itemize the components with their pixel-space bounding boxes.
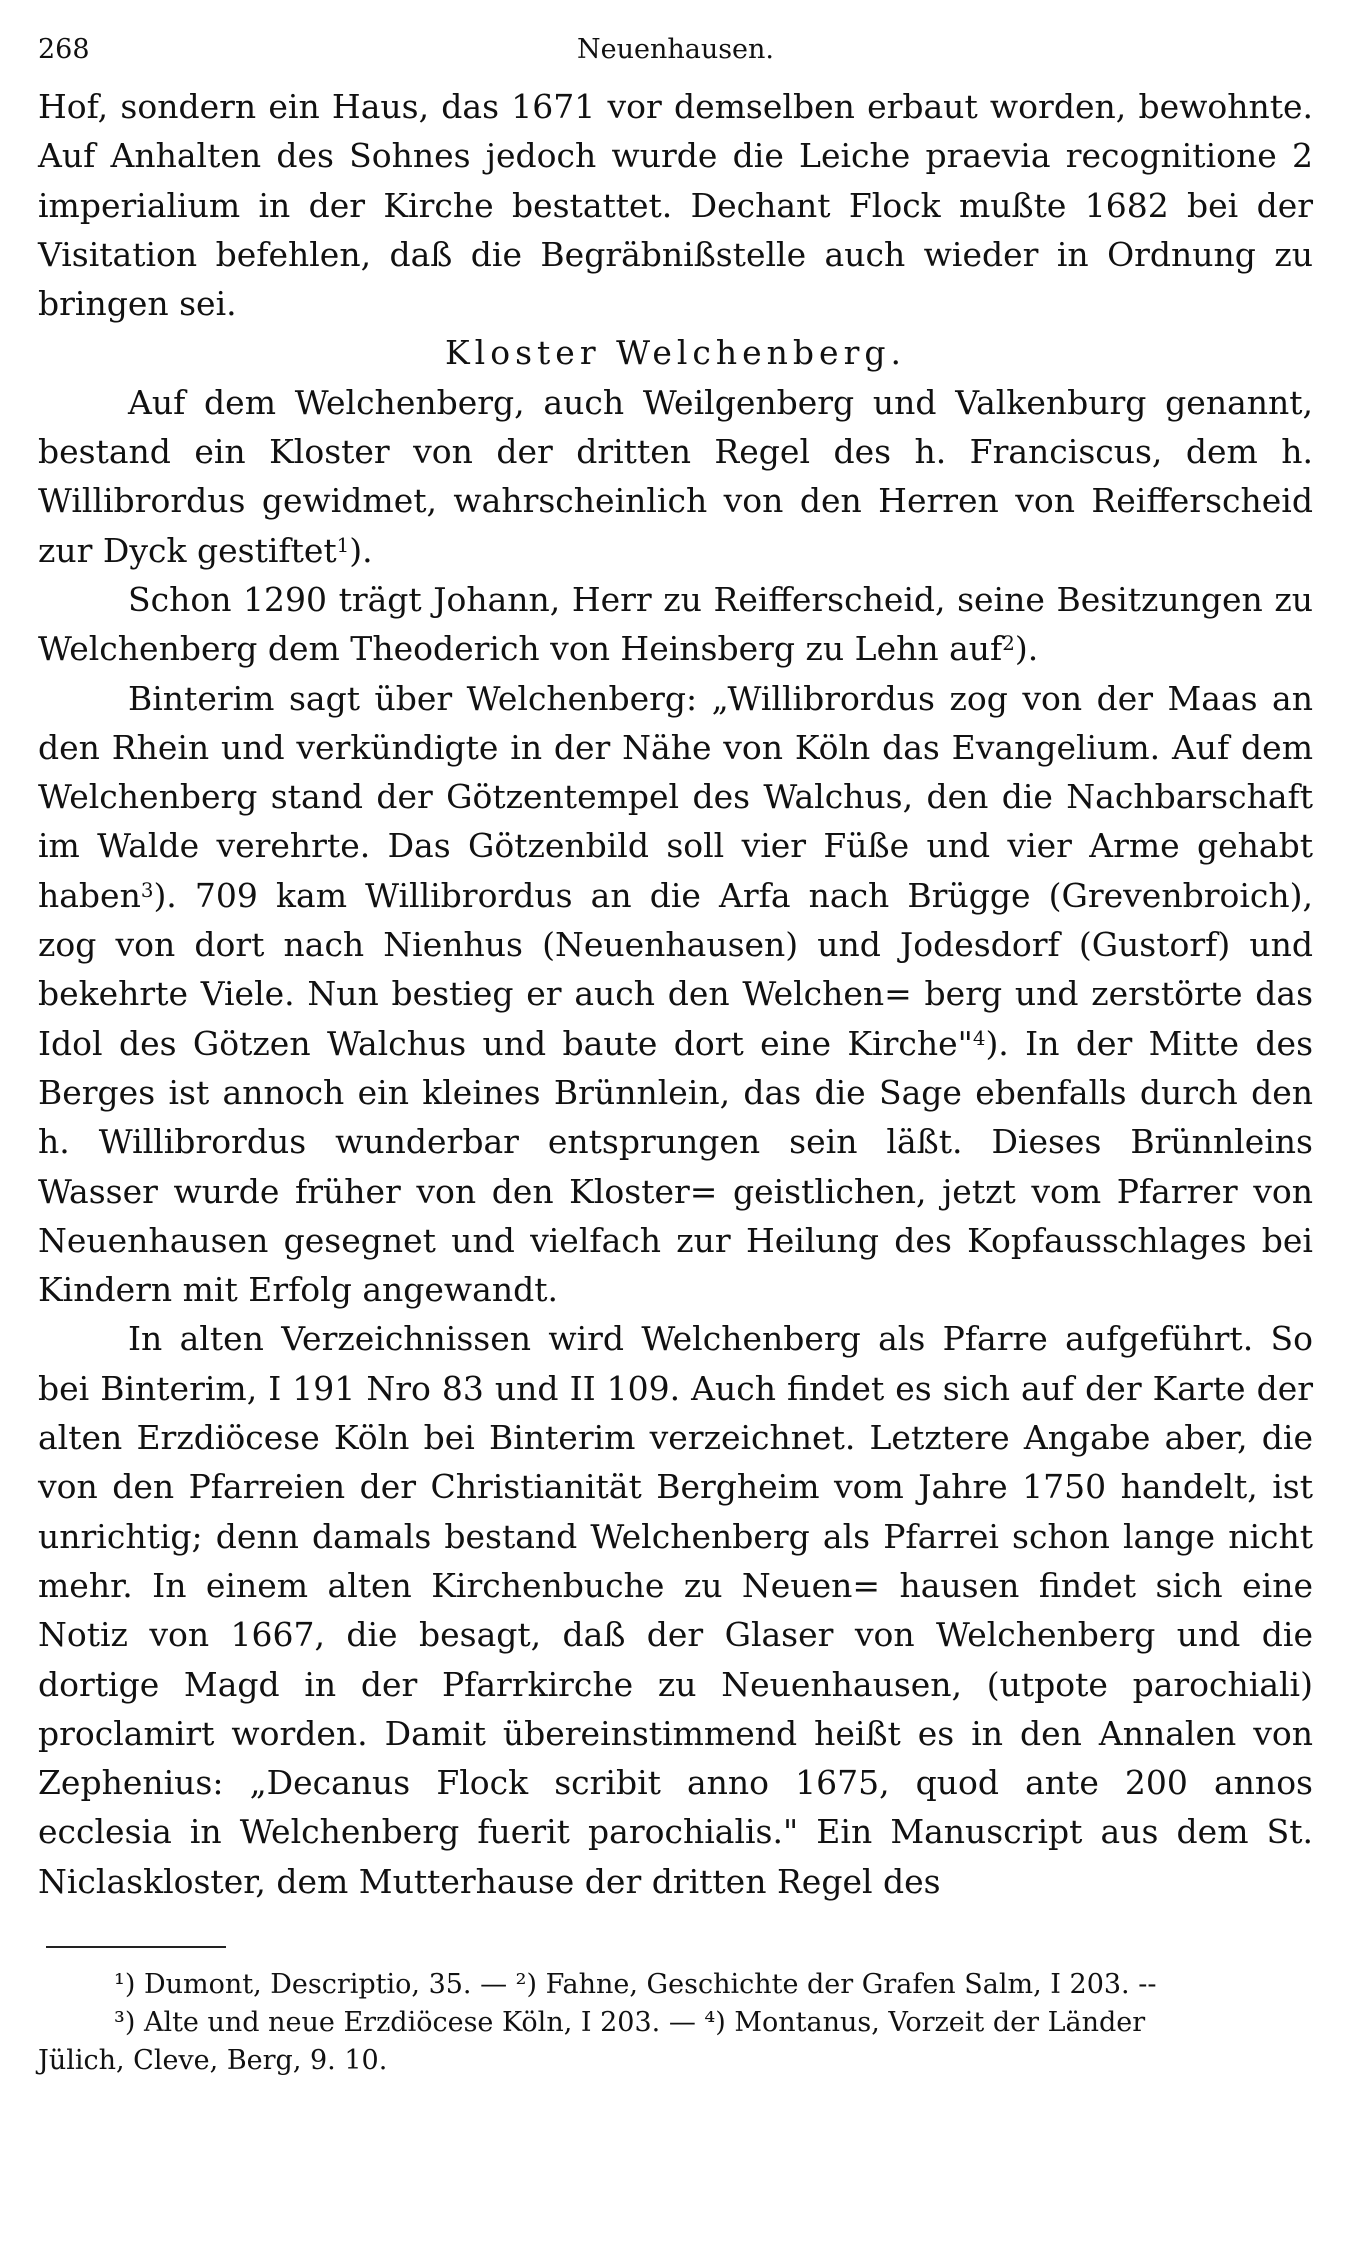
footnote-ref-3: 3 (140, 878, 154, 902)
page-header-title: Neuenhausen. (576, 34, 775, 65)
paragraph-1-tail: ). (349, 530, 373, 570)
paragraph-2 (38, 575, 1313, 674)
paragraph-3-middle: ). 709 kam Willibrordus an die Arfa nach Brügge (Grevenbroich), zog von dort nach Nienhus (Neuenhausen) und Jodesdorf (Gustorf) und bekehrte Viele. Nun bestieg er auch den Welchen= berg und zerstörte das Idol des Götzen Walchus und baute dort eine Kirche" (38, 875, 1313, 1063)
paragraph-2-tail: ). (1014, 629, 1039, 669)
body-text (38, 82, 1313, 1906)
footnote-ref-2: 2 (1002, 632, 1015, 656)
footnote-line: ¹) Dumont, Descriptio, 35. — ²) Fahne, Geschichte der Grafen Salm, I 203. -- (114, 1968, 1157, 2000)
paragraph-3 (38, 674, 1313, 1315)
page-number: 268 (38, 34, 90, 65)
footnote-ref-1: 1 (336, 533, 350, 557)
paragraph-1-text: Auf dem Welchenberg, auch Weilgenberg und Valkenburg genannt, bestand ein Kloster von der dritten Regel des h. Franciscus, dem h. Willibrordus gewidmet, wahrscheinlich von den Herren von Reifferscheid zur Dyck gestiftet (38, 382, 1313, 570)
paragraph-1 (38, 378, 1313, 575)
paragraph-opening: Hof, sondern ein Haus, das 1671 vor demselben erbaut worden, bewohnte. Auf Anhalten des Sohnes jedoch wurde die Leiche praevia recognitione 2 imperialium in der Kirche bestattet. Dechant Flock mußte 1682 bei der Visitation befehlen, daß die Begräbnißstelle auch wieder in Ordnung zu bringen sei. (38, 87, 1313, 324)
footnote-ref-4: 4 (972, 1026, 986, 1050)
running-head (38, 30, 1313, 82)
section-heading: Kloster Welchenberg. (445, 333, 906, 373)
paragraph-2-text: Schon 1290 trägt Johann, Herr zu Reifferscheid, seine Besitzungen zu Welchenberg dem Theoderich von Heinsberg zu Lehn auf (38, 579, 1313, 669)
paragraph-4: In alten Verzeichnissen wird Welchenberg als Pfarre aufgeführt. So bei Binterim, I 191 Nro 83 und II 109. Auch findet es sich auf der Karte der alten Erzdiöcese Köln bei Binterim verzeichnet. Letztere Angabe aber, die von den Pfarreien der Christianität Bergheim vom Jahre 1750 handelt, ist unrichtig; denn damals bestand Welchenberg als Pfarrei schon lange nicht mehr. In einem alten Kirchenbuche zu Neuen= hausen findet sich eine Notiz von 1667, die besagt, daß der Glaser von Welchenberg und die dortige Magd in der Pfarrkirche zu Neuenhausen, (utpote parochiali) proclamirt worden. Damit übereinstimmend heißt es in den Annalen von Zephenius: „Decanus Flock scribit anno 1675, quod ante 200 annos ecclesia in Welchenberg fuerit parochialis." Ein Manuscript aus dem St. Niclaskloster, dem Mutterhause der dritten Regel des (38, 1319, 1313, 1901)
paragraph-3-tail: ). In der Mitte des Berges ist annoch ein kleines Brünnlein, das die Sage ebenfalls durch den h. Willibrordus wunderbar entsprungen sein läßt. Dieses Brünnleins Wasser wurde früher von den Kloster= geistlichen, jetzt vom Pfarrer von Neuenhausen gesegnet und vielfach zur Heilung des Kopfausschlages bei Kindern mit Erfolg angewandt. (38, 1023, 1314, 1310)
footnote-line: Jülich, Cleve, Berg, 9. 10. (38, 2044, 388, 2076)
footnotes (38, 1966, 1313, 2080)
paragraph-3-text: Binterim sagt über Welchenberg: „Willibrordus zog von der Maas an den Rhein und verkündigte in der Nähe von Köln das Evangelium. Auf dem Welchenberg stand der Götzentempel des Walchus, den die Nachbarschaft im Walde verehrte. Das Götzenbild soll vier Füße und vier Arme gehabt haben (38, 678, 1313, 915)
footnote-rule (46, 1946, 226, 1948)
footnote-line: ³) Alte und neue Erzdiöcese Köln, I 203. — ⁴) Montanus, Vorzeit der Länder (114, 2006, 1146, 2038)
